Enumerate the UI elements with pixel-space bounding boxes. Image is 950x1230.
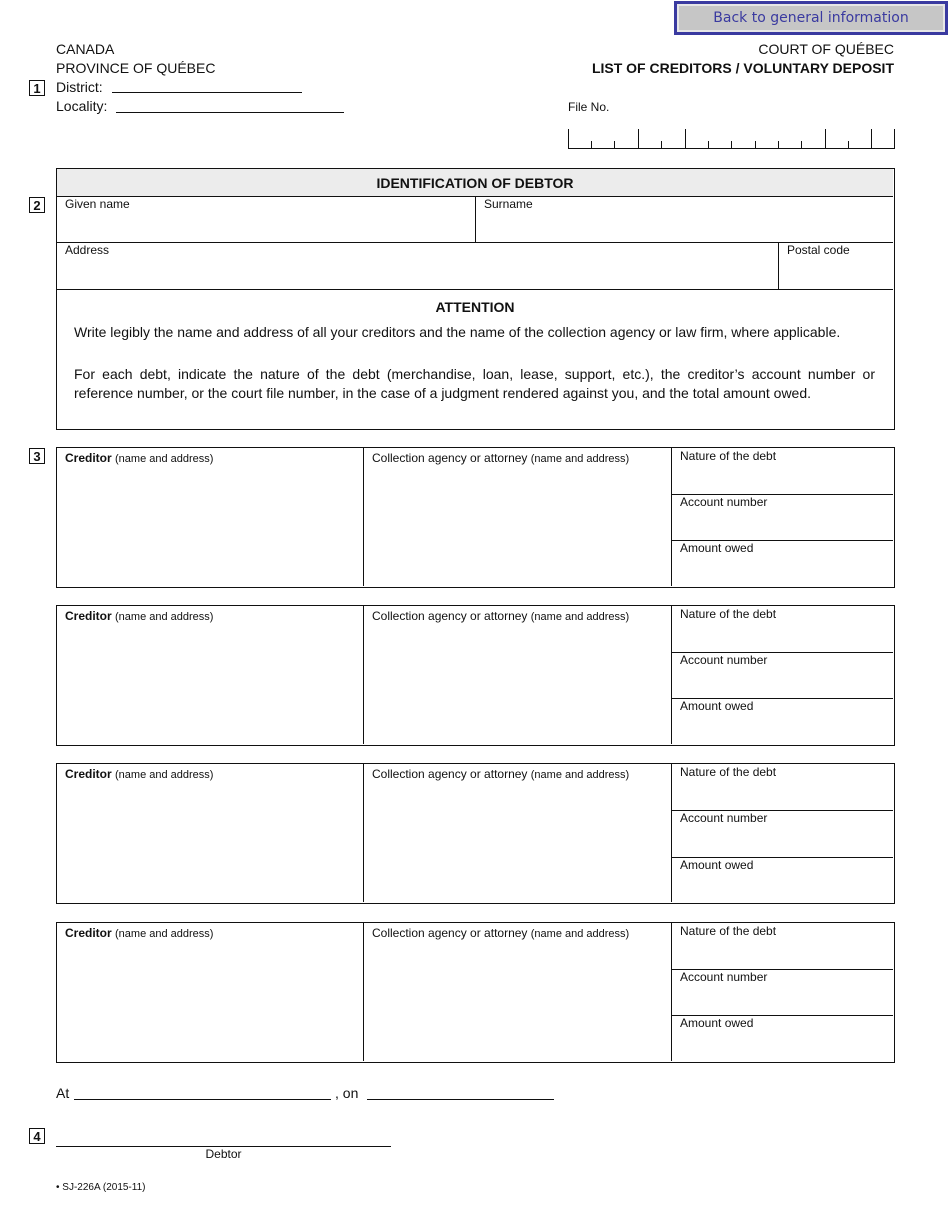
agency-hint: (name and address) [530,769,630,781]
account-number-field[interactable]: Account number [680,495,768,509]
creditor-block [56,447,895,588]
district-field[interactable] [112,78,302,93]
amount-owed-field[interactable]: Amount owed [680,699,754,713]
creditor-block [56,922,895,1063]
nature-of-debt-field[interactable]: Nature of the debt [680,607,777,621]
agency-field[interactable] [372,609,629,623]
nature-of-debt-field[interactable]: Nature of the debt [680,449,777,463]
amount-owed-field[interactable]: Amount owed [680,1016,754,1030]
creditor-label: Creditor [65,609,112,623]
creditor-block [56,605,895,746]
amount-owed-field[interactable]: Amount owed [680,541,754,555]
file-no-label: File No. [568,100,610,114]
agency-label: Collection agency or attorney [372,451,528,465]
nature-of-debt-field[interactable]: Nature of the debt [680,765,777,779]
account-number-field[interactable]: Account number [680,970,768,984]
creditor-name-field[interactable] [65,451,213,465]
file-number-field[interactable] [568,129,895,149]
agency-field[interactable] [372,926,629,940]
form-code: • SJ-226A (2015-11) [56,1182,146,1193]
attention-heading: ATTENTION [435,299,515,315]
on-label: , on [335,1085,359,1101]
address-field[interactable] [57,243,779,289]
nature-of-debt-field[interactable]: Nature of the debt [680,924,777,938]
creditor-label: Creditor [65,926,112,940]
agency-field[interactable] [372,451,629,465]
account-number-field[interactable]: Account number [680,653,768,667]
date-field[interactable] [367,1084,554,1100]
attention-paragraph-1: Write legibly the name and address of all your creditors and the name of the collection agency or law firm, where applicable. [74,324,841,340]
creditor-hint: (name and address) [115,611,214,623]
creditor-hint: (name and address) [115,453,214,465]
district-label: District: [56,79,103,95]
section-number-1: 1 [29,80,45,96]
creditor-block [56,763,895,904]
agency-label: Collection agency or attorney [372,609,528,623]
given-name-label: Given name [65,197,130,211]
given-name-field[interactable] [57,197,476,242]
section-number-4: 4 [29,1128,45,1144]
agency-hint: (name and address) [530,453,630,465]
surname-label: Surname [484,197,533,211]
agency-hint: (name and address) [530,611,630,623]
form-title: LIST OF CREDITORS / VOLUNTARY DEPOSIT [591,60,894,76]
country-label: CANADA [56,41,115,57]
creditor-label: Creditor [65,451,112,465]
locality-label: Locality: [56,98,108,114]
section-number-3: 3 [29,448,45,464]
debtor-label: Debtor [205,1147,242,1161]
surname-field[interactable] [476,197,893,242]
agency-label: Collection agency or attorney [372,767,528,781]
agency-field[interactable] [372,767,629,781]
creditor-hint: (name and address) [115,928,214,940]
creditor-hint: (name and address) [115,769,214,781]
debtor-signature-field[interactable] [56,1131,391,1147]
creditor-name-field[interactable] [65,609,213,623]
debtor-heading: IDENTIFICATION OF DEBTOR [57,169,893,197]
place-field[interactable] [74,1084,331,1100]
postal-code-label: Postal code [787,243,850,257]
province-label: PROVINCE OF QUÉBEC [56,60,216,76]
postal-code-field[interactable] [779,243,893,289]
back-to-general-information-button[interactable]: Back to general information [674,1,948,35]
locality-field[interactable] [116,97,344,113]
amount-owed-field[interactable]: Amount owed [680,858,754,872]
account-number-field[interactable]: Account number [680,811,768,825]
agency-label: Collection agency or attorney [372,926,528,940]
attention-paragraph-2: For each debt, indicate the nature of the debt (merchandise, loan, lease, support, etc.), the creditor’s account number or reference number, or the court file number, in the case of a judgment rendered against you, and the total amount owed. [74,366,875,401]
creditor-label: Creditor [65,767,112,781]
at-label: At [56,1085,70,1101]
creditor-name-field[interactable] [65,926,213,940]
agency-hint: (name and address) [530,928,630,940]
court-name: COURT OF QUÉBEC [758,41,894,57]
creditor-name-field[interactable] [65,767,213,781]
section-number-2: 2 [29,197,45,213]
address-label: Address [65,243,110,257]
